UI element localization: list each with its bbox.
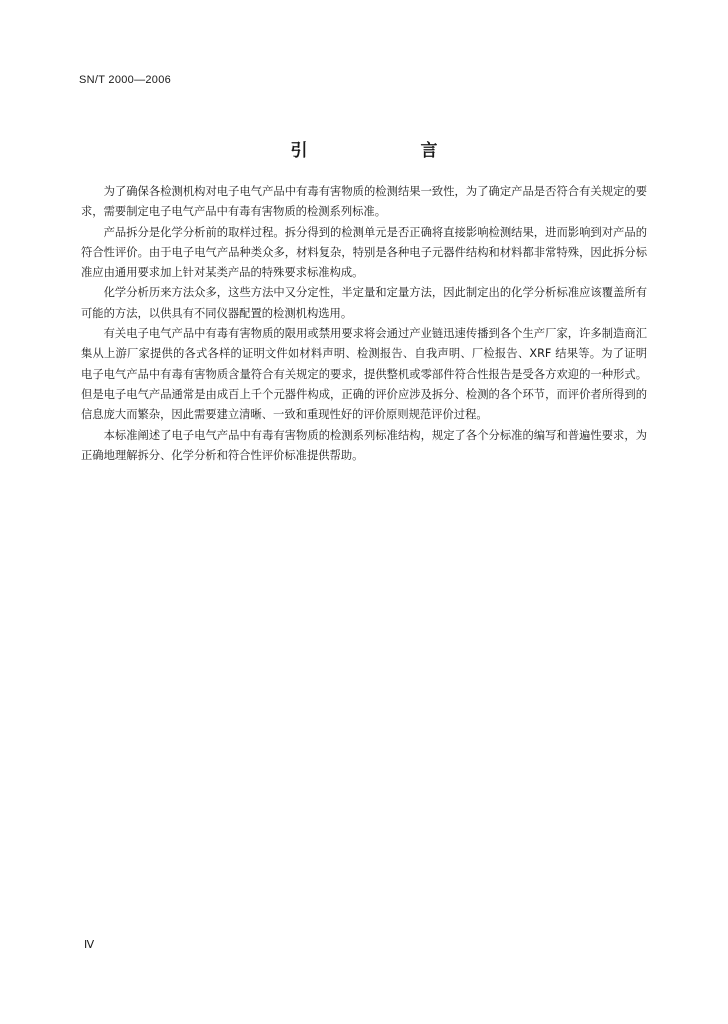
page-number: Ⅳ [84, 939, 95, 951]
document-body [81, 182, 647, 466]
page-title: 引 言 [290, 141, 486, 161]
standard-number-header: SN/T 2000—2006 [79, 74, 172, 86]
paragraph-disassembly: 产品拆分是化学分析前的取样过程。拆分得到的检测单元是否正确将直接影响检测结果，进而影响到对产品的符合性评价。由于电子电气产品种类众多，材料复杂，特别是各种电子元器件结构和材料都非常特殊，因此拆分标准应由通用要求加上针对某类产品的特殊要求标准构成。 [81, 225, 647, 280]
paragraph-scope: 本标准阐述了电子电气产品中有毒有害物质的检测系列标准结构，规定了各个分标准的编写和普遍性要求，为正确地理解拆分、化学分析和符合性评价标准提供帮助。 [81, 428, 647, 462]
paragraph-consistency: 为了确保各检测机构对电子电气产品中有毒有害物质的检测结果一致性，为了确定产品是否符合有关规定的要求，需要制定电子电气产品中有毒有害物质的检测系列标准。 [81, 185, 647, 219]
paragraph-chemical-analysis: 化学分析历来方法众多，这些方法中又分定性，半定量和定量方法，因此制定出的化学分析标准应该覆盖所有可能的方法，以供具有不同仪器配置的检测机构选用。 [81, 286, 647, 320]
paragraph-conformity-evaluation: 有关电子电气产品中有毒有害物质的限用或禁用要求将会通过产业链迅速传播到各个生产厂家，许多制造商汇集从上游厂家提供的各式各样的证明文件如材料声明、检测报告、自我声明、厂检报告、XRF 结果等。为了证明电子电气产品中有毒有害物质含量符合有关规定的要求，提供整机或零部件符合性报告是受各方欢迎的一种形式。但是电子电气产品通常是由成百上千个元器件构成，正确的评价应涉及拆分、检测的各个环节，而评价者所得到的信息庞大而繁杂，因此需要建立清晰、一致和重现性好的评价原则规范评价过程。 [81, 327, 647, 422]
